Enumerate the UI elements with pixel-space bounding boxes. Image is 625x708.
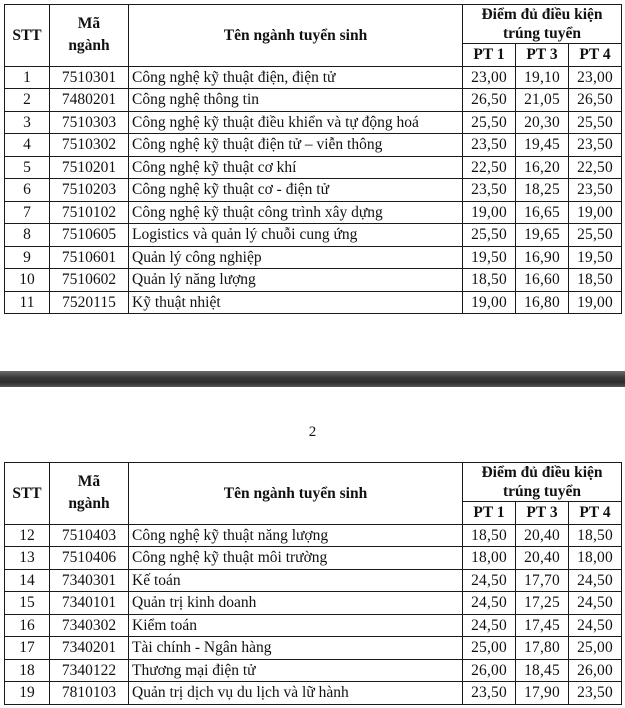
cell-ma: 7510601 bbox=[50, 246, 129, 269]
cell-pt3: 17,70 bbox=[516, 569, 569, 592]
header-pt1: PT 1 bbox=[463, 44, 516, 67]
cell-pt4: 25,50 bbox=[569, 111, 622, 134]
header-ten-nganh: Tên ngành tuyển sinh bbox=[129, 5, 463, 67]
header-ma-line1: Mã bbox=[77, 473, 101, 491]
cell-stt: 6 bbox=[5, 179, 50, 202]
cell-stt: 11 bbox=[5, 291, 50, 314]
cell-stt: 10 bbox=[5, 269, 50, 292]
cell-ma: 7340201 bbox=[50, 637, 129, 660]
header-pt4: PT 4 bbox=[569, 44, 622, 67]
cell-ma: 7510303 bbox=[50, 111, 129, 134]
cell-ma: 7510201 bbox=[50, 156, 129, 179]
cell-pt1: 25,50 bbox=[463, 224, 516, 247]
table-row bbox=[5, 524, 622, 547]
cell-pt1: 19,50 bbox=[463, 246, 516, 269]
page-number: 2 bbox=[308, 424, 317, 440]
cell-pt4: 25,50 bbox=[569, 224, 622, 247]
header-pt3: PT 3 bbox=[516, 502, 569, 525]
cell-ma: 7510203 bbox=[50, 179, 129, 202]
cell-ma: 7510302 bbox=[50, 134, 129, 157]
cell-stt: 1 bbox=[5, 66, 50, 89]
table-row bbox=[5, 682, 622, 705]
cell-pt3: 16,60 bbox=[516, 269, 569, 292]
cell-pt1: 25,50 bbox=[463, 111, 516, 134]
cell-ten: Công nghệ kỹ thuật điều khiển và tự động hoá bbox=[129, 111, 463, 134]
cell-pt4: 26,50 bbox=[569, 89, 622, 112]
cell-stt: 8 bbox=[5, 224, 50, 247]
cell-pt3: 17,45 bbox=[516, 614, 569, 637]
cell-pt3: 16,65 bbox=[516, 201, 569, 224]
header-diem-line2: trúng tuyển bbox=[503, 483, 581, 500]
cell-pt3: 18,25 bbox=[516, 179, 569, 202]
cell-pt3: 20,40 bbox=[516, 524, 569, 547]
cell-pt4: 19,00 bbox=[569, 201, 622, 224]
cell-ma: 7510406 bbox=[50, 547, 129, 570]
table-row bbox=[5, 201, 622, 224]
admission-scores-table-2 bbox=[4, 462, 622, 705]
table-row bbox=[5, 111, 622, 134]
cell-pt3: 20,30 bbox=[516, 111, 569, 134]
cell-ten: Công nghệ kỹ thuật cơ - điện tử bbox=[129, 179, 463, 202]
cell-pt3: 16,90 bbox=[516, 246, 569, 269]
cell-pt1: 22,50 bbox=[463, 156, 516, 179]
cell-ten: Thương mại điện tử bbox=[129, 659, 463, 682]
header-ma-nganh bbox=[50, 463, 129, 525]
cell-pt3: 17,80 bbox=[516, 637, 569, 660]
admission-scores-table-1 bbox=[4, 4, 622, 314]
cell-ten: Công nghệ thông tin bbox=[129, 89, 463, 112]
cell-stt: 4 bbox=[5, 134, 50, 157]
header-ma-line2: ngành bbox=[68, 495, 110, 513]
header-pt3: PT 3 bbox=[516, 44, 569, 67]
header-stt: STT bbox=[5, 5, 50, 67]
cell-ten: Kỹ thuật nhiệt bbox=[129, 291, 463, 314]
cell-ma: 7520115 bbox=[50, 291, 129, 314]
cell-ten: Kiểm toán bbox=[129, 614, 463, 637]
cell-pt1: 26,50 bbox=[463, 89, 516, 112]
table-row bbox=[5, 66, 622, 89]
cell-pt1: 19,00 bbox=[463, 201, 516, 224]
cell-pt4: 23,00 bbox=[569, 66, 622, 89]
table-row bbox=[5, 291, 622, 314]
cell-pt4: 18,00 bbox=[569, 547, 622, 570]
table-row bbox=[5, 156, 622, 179]
cell-pt3: 18,45 bbox=[516, 659, 569, 682]
cell-ma: 7510403 bbox=[50, 524, 129, 547]
cell-pt4: 18,50 bbox=[569, 524, 622, 547]
cell-stt: 15 bbox=[5, 592, 50, 615]
cell-ten: Công nghệ kỹ thuật điện, điện tử bbox=[129, 66, 463, 89]
cell-ten: Công nghệ kỹ thuật năng lượng bbox=[129, 524, 463, 547]
cell-pt4: 18,50 bbox=[569, 269, 622, 292]
cell-ten: Công nghệ kỹ thuật cơ khí bbox=[129, 156, 463, 179]
cell-pt3: 19,65 bbox=[516, 224, 569, 247]
table-row bbox=[5, 224, 622, 247]
cell-stt: 18 bbox=[5, 659, 50, 682]
cell-pt3: 21,05 bbox=[516, 89, 569, 112]
cell-ten: Quản trị kinh doanh bbox=[129, 592, 463, 615]
cell-pt1: 24,50 bbox=[463, 592, 516, 615]
cell-ma: 7480201 bbox=[50, 89, 129, 112]
cell-pt4: 26,00 bbox=[569, 659, 622, 682]
page-break-divider bbox=[0, 371, 625, 387]
cell-ma: 7340122 bbox=[50, 659, 129, 682]
table-row bbox=[5, 89, 622, 112]
cell-stt: 16 bbox=[5, 614, 50, 637]
table-row bbox=[5, 637, 622, 660]
table-row bbox=[5, 592, 622, 615]
cell-ma: 7510102 bbox=[50, 201, 129, 224]
cell-pt4: 19,00 bbox=[569, 291, 622, 314]
cell-ma: 7810103 bbox=[50, 682, 129, 705]
cell-pt4: 23,50 bbox=[569, 682, 622, 705]
header-ma-line1: Mã bbox=[77, 15, 101, 33]
cell-pt1: 19,00 bbox=[463, 291, 516, 314]
cell-pt1: 26,00 bbox=[463, 659, 516, 682]
cell-pt4: 23,50 bbox=[569, 179, 622, 202]
cell-pt1: 23,50 bbox=[463, 682, 516, 705]
cell-pt4: 22,50 bbox=[569, 156, 622, 179]
cell-pt1: 18,50 bbox=[463, 269, 516, 292]
cell-pt3: 20,40 bbox=[516, 547, 569, 570]
cell-stt: 19 bbox=[5, 682, 50, 705]
cell-ma: 7340101 bbox=[50, 592, 129, 615]
cell-pt1: 25,00 bbox=[463, 637, 516, 660]
header-diem-line2: trúng tuyển bbox=[503, 25, 581, 42]
table-row bbox=[5, 269, 622, 292]
cell-ten: Công nghệ kỹ thuật điện tử – viễn thông bbox=[129, 134, 463, 157]
cell-pt3: 17,25 bbox=[516, 592, 569, 615]
cell-pt1: 23,50 bbox=[463, 134, 516, 157]
cell-pt3: 17,90 bbox=[516, 682, 569, 705]
cell-ten: Quản trị dịch vụ du lịch và lữ hành bbox=[129, 682, 463, 705]
cell-stt: 12 bbox=[5, 524, 50, 547]
cell-pt1: 18,50 bbox=[463, 524, 516, 547]
header-diem bbox=[463, 5, 622, 44]
table-row bbox=[5, 179, 622, 202]
cell-ten: Công nghệ kỹ thuật môi trường bbox=[129, 547, 463, 570]
cell-stt: 9 bbox=[5, 246, 50, 269]
cell-pt4: 25,00 bbox=[569, 637, 622, 660]
cell-pt1: 18,00 bbox=[463, 547, 516, 570]
cell-pt4: 19,50 bbox=[569, 246, 622, 269]
cell-stt: 3 bbox=[5, 111, 50, 134]
header-pt1: PT 1 bbox=[463, 502, 516, 525]
cell-stt: 13 bbox=[5, 547, 50, 570]
cell-stt: 17 bbox=[5, 637, 50, 660]
table-row bbox=[5, 246, 622, 269]
cell-ten: Quản lý năng lượng bbox=[129, 269, 463, 292]
cell-ten: Kế toán bbox=[129, 569, 463, 592]
cell-ten: Quản lý công nghiệp bbox=[129, 246, 463, 269]
cell-ma: 7510301 bbox=[50, 66, 129, 89]
header-ma-nganh bbox=[50, 5, 129, 67]
cell-pt1: 23,50 bbox=[463, 179, 516, 202]
table-row bbox=[5, 659, 622, 682]
cell-pt1: 23,00 bbox=[463, 66, 516, 89]
header-diem bbox=[463, 463, 622, 502]
cell-pt1: 24,50 bbox=[463, 614, 516, 637]
header-diem-line1: Điểm đủ điều kiện bbox=[481, 464, 603, 481]
cell-ma: 7340302 bbox=[50, 614, 129, 637]
header-diem-line1: Điểm đủ điều kiện bbox=[481, 6, 603, 23]
cell-stt: 2 bbox=[5, 89, 50, 112]
cell-pt3: 19,45 bbox=[516, 134, 569, 157]
cell-pt1: 24,50 bbox=[463, 569, 516, 592]
header-stt: STT bbox=[5, 463, 50, 525]
cell-ten: Công nghệ kỹ thuật công trình xây dựng bbox=[129, 201, 463, 224]
table-row bbox=[5, 547, 622, 570]
cell-ten: Logistics và quản lý chuỗi cung ứng bbox=[129, 224, 463, 247]
cell-stt: 7 bbox=[5, 201, 50, 224]
cell-pt3: 16,20 bbox=[516, 156, 569, 179]
cell-pt4: 24,50 bbox=[569, 592, 622, 615]
cell-ten: Tài chính - Ngân hàng bbox=[129, 637, 463, 660]
cell-pt4: 23,50 bbox=[569, 134, 622, 157]
table-row bbox=[5, 614, 622, 637]
cell-ma: 7340301 bbox=[50, 569, 129, 592]
header-pt4: PT 4 bbox=[569, 502, 622, 525]
cell-pt4: 24,50 bbox=[569, 569, 622, 592]
cell-stt: 5 bbox=[5, 156, 50, 179]
cell-stt: 14 bbox=[5, 569, 50, 592]
header-ma-line2: ngành bbox=[68, 37, 110, 55]
table-row bbox=[5, 134, 622, 157]
cell-pt4: 24,50 bbox=[569, 614, 622, 637]
cell-pt3: 16,80 bbox=[516, 291, 569, 314]
cell-pt3: 19,10 bbox=[516, 66, 569, 89]
header-ten-nganh: Tên ngành tuyển sinh bbox=[129, 463, 463, 525]
cell-ma: 7510605 bbox=[50, 224, 129, 247]
table-row bbox=[5, 569, 622, 592]
cell-ma: 7510602 bbox=[50, 269, 129, 292]
